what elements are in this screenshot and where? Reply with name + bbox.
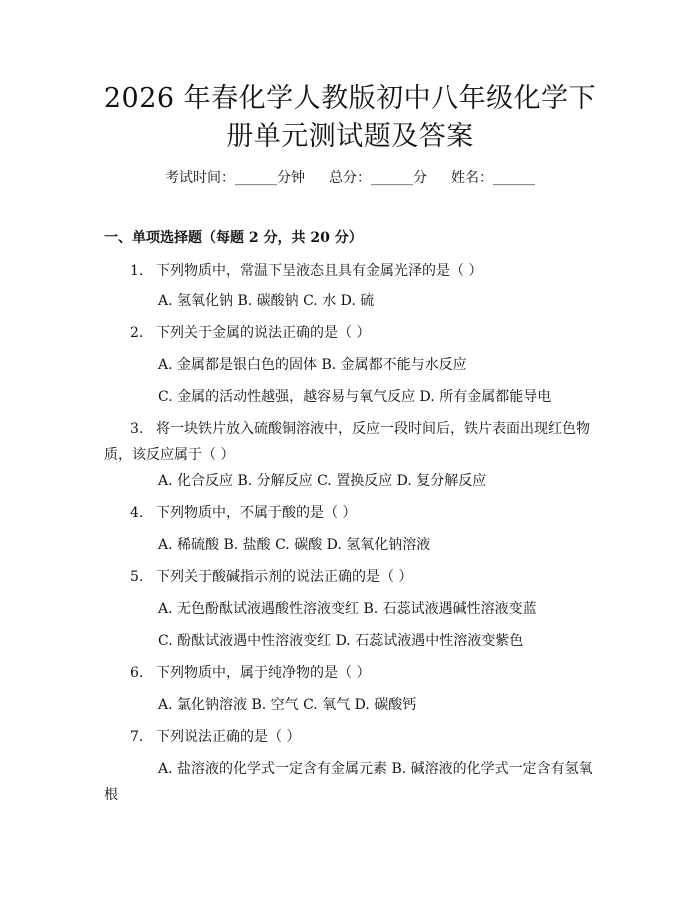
question-7-options: A. 盐溶液的化学式一定含有金属元素 B. 碱溶液的化学式一定含有氢氧根	[104, 761, 593, 803]
question-1-options: A. 氢氧化钠 B. 碳酸钠 C. 水 D. 硫	[158, 293, 375, 309]
question-2	[104, 320, 596, 346]
question-6-options: A. 氯化钠溶液 B. 空气 C. 氧气 D. 碳酸钙	[158, 697, 417, 713]
question-number: 5.	[130, 569, 144, 585]
question-number: 2.	[130, 325, 144, 341]
question-7	[104, 724, 596, 750]
question-5	[104, 564, 596, 590]
question-number: 3.	[130, 421, 144, 437]
question-5-options-a: A. 无色酚酞试液遇酸性溶液变红 B. 石蕊试液遇碱性溶液变蓝	[158, 601, 537, 617]
question-number: 7.	[130, 729, 144, 745]
question-number: 6.	[130, 665, 144, 681]
question-text: 下列关于金属的说法正确的是（ ）	[156, 325, 371, 341]
question-2-options-b: C. 金属的活动性越强，越容易与氧气反应 D. 所有金属都能导电	[158, 389, 552, 405]
question-2-options-a: A. 金属都是银白色的固体 B. 金属都不能与水反应	[158, 357, 467, 373]
question-5-options-b: C. 酚酞试液遇中性溶液变红 D. 石蕊试液遇中性溶液变紫色	[158, 633, 524, 649]
question-3	[104, 416, 596, 468]
question-text: 下列关于酸碱指示剂的说法正确的是（ ）	[156, 569, 413, 585]
question-3-options: A. 化合反应 B. 分解反应 C. 置换反应 D. 复分解反应	[158, 473, 487, 489]
question-text: 下列物质中，常温下呈液态且具有金属光泽的是（ ）	[156, 263, 483, 279]
question-text: 下列物质中，属于纯净物的是（ ）	[156, 665, 371, 681]
question-6	[104, 660, 596, 686]
page-title: 2026 年春化学人教版初中八年级化学下册单元测试题及答案	[103, 83, 597, 152]
section-heading: 一、单项选择题（每题 2 分，共 20 分）	[104, 230, 363, 246]
total-score-field: 总分：______分	[329, 170, 427, 186]
exam-info-line	[0, 168, 700, 188]
question-text: 下列物质中，不属于酸的是（ ）	[156, 505, 357, 521]
student-name-field: 姓名：______	[451, 170, 535, 186]
question-number: 4.	[130, 505, 144, 521]
question-4-options: A. 稀硫酸 B. 盐酸 C. 碳酸 D. 氢氧化钠溶液	[158, 537, 431, 553]
question-number: 1.	[130, 263, 144, 279]
question-text: 将一块铁片放入硫酸铜溶液中，反应一段时间后，铁片表面出现红色物质，该反应属于（ ）	[104, 421, 590, 463]
exam-time-field: 考试时间：______分钟	[165, 170, 305, 186]
question-4	[104, 500, 596, 526]
question-1	[104, 258, 596, 284]
question-text: 下列说法正确的是（ ）	[156, 729, 301, 745]
